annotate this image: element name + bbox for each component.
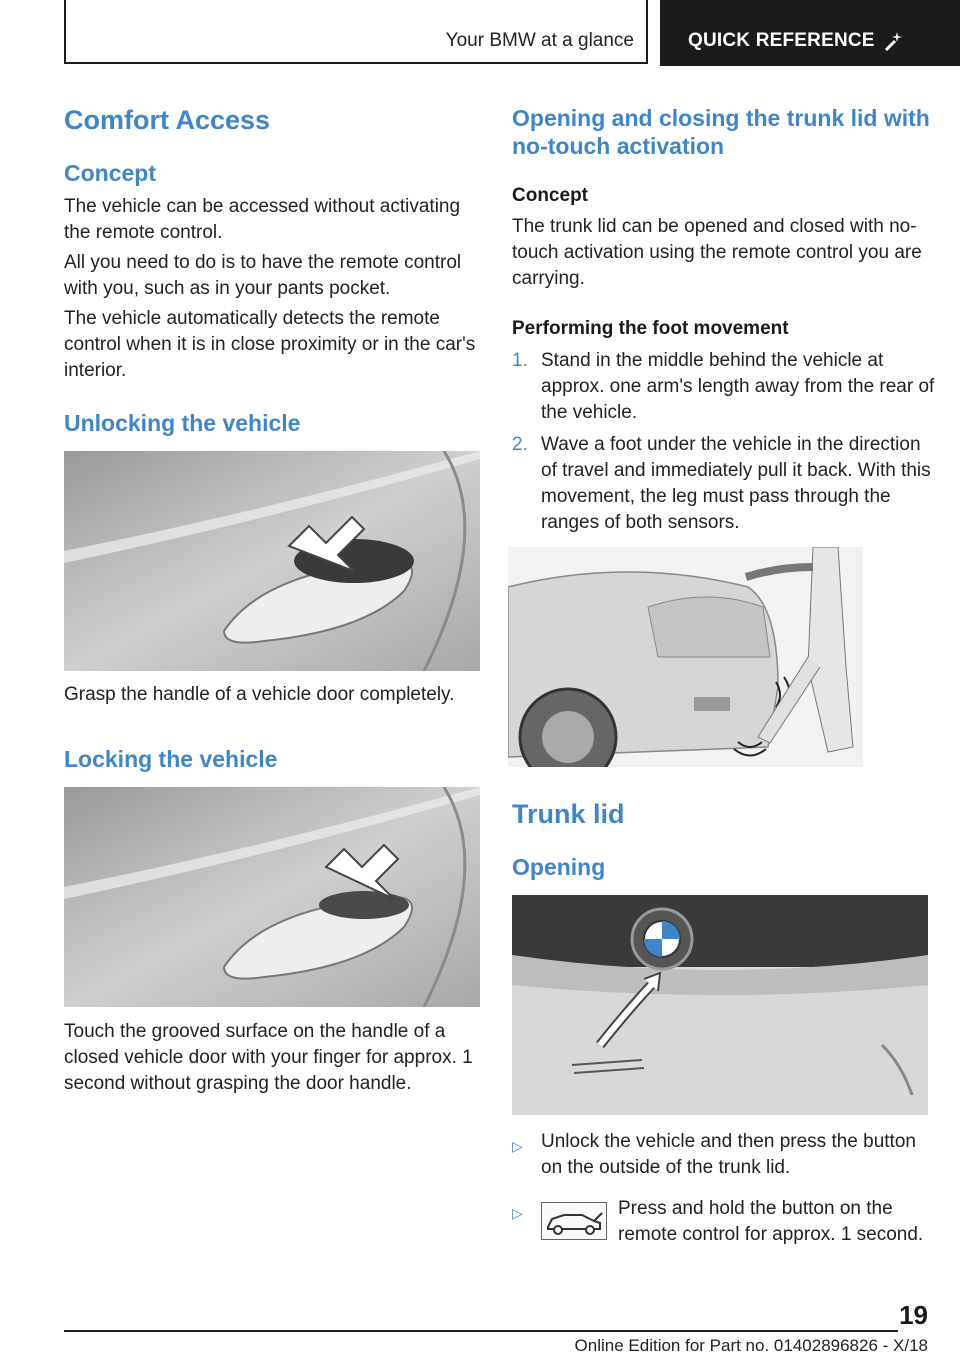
quick-reference-label: QUICK REFERENCE	[688, 30, 875, 51]
no-touch-heading: Opening and closing the trunk lid with no-touch activation	[512, 105, 930, 159]
paragraph: The vehicle can be accessed without activating the remote control.	[64, 196, 461, 243]
edition-text: Online Edition for Part no. 01402896826 - X/18	[574, 1336, 928, 1355]
footer-divider	[64, 1330, 898, 1332]
paragraph: The vehicle automatically detects the remote control when it is in close proximity or in the car's interior.	[64, 308, 476, 381]
paragraph: All you need to do is to have the remote control with you, such as in your pants pocket.	[64, 252, 462, 299]
bullet-triangle-icon: ▷	[512, 1138, 523, 1154]
bullet-text: Unlock the vehicle and then press the button on the outside of the trunk lid.	[541, 1131, 916, 1178]
concept-subheading: Concept	[512, 185, 588, 206]
step-text: Stand in the middle behind the vehicle at approx. one arm's length away from the rear of the vehicle.	[541, 350, 935, 423]
trunk-lid-heading: Trunk lid	[512, 799, 625, 829]
locking-heading: Locking the vehicle	[64, 746, 278, 772]
list-item	[512, 1196, 928, 1252]
opening-heading: Opening	[512, 854, 606, 880]
door-handle-unlock-image	[64, 451, 480, 671]
step-text: Wave a foot under the vehicle in the direction of travel and immediately pull it back. With this movement, the leg must pass through the ranges of both sensors.	[541, 434, 931, 533]
step-number: 1.	[512, 350, 528, 371]
bullet-triangle-icon: ▷	[512, 1205, 523, 1221]
caption: Touch the grooved surface on the handle of a closed vehicle door with your finger for approx. 1 second without grasping the door handle.	[64, 1021, 473, 1094]
bullet-text: Press and hold the button on the remote control for approx. 1 second.	[618, 1198, 924, 1245]
section-title: Your BMW at a glance	[445, 30, 634, 51]
list-item	[512, 348, 937, 426]
trunk-button-image	[512, 895, 928, 1115]
trunk-foot-movement-image	[508, 547, 863, 767]
paragraph: The trunk lid can be opened and closed with no-touch activation using the remote control you are carrying.	[512, 216, 922, 289]
quick-reference-tab[interactable]	[660, 0, 960, 66]
door-handle-lock-image	[64, 787, 480, 1007]
list-item	[512, 432, 937, 536]
car-trunk-open-icon	[541, 1202, 607, 1240]
step-number: 2.	[512, 434, 528, 455]
list-item	[512, 1129, 928, 1185]
caption: Grasp the handle of a vehicle door completely.	[64, 684, 455, 705]
wand-icon	[882, 30, 904, 52]
foot-movement-heading: Performing the foot movement	[512, 318, 789, 339]
unlocking-heading: Unlocking the vehicle	[64, 410, 301, 436]
concept-heading: Concept	[64, 160, 156, 186]
comfort-access-heading: Comfort Access	[64, 105, 271, 135]
page-number: 19	[899, 1300, 928, 1330]
